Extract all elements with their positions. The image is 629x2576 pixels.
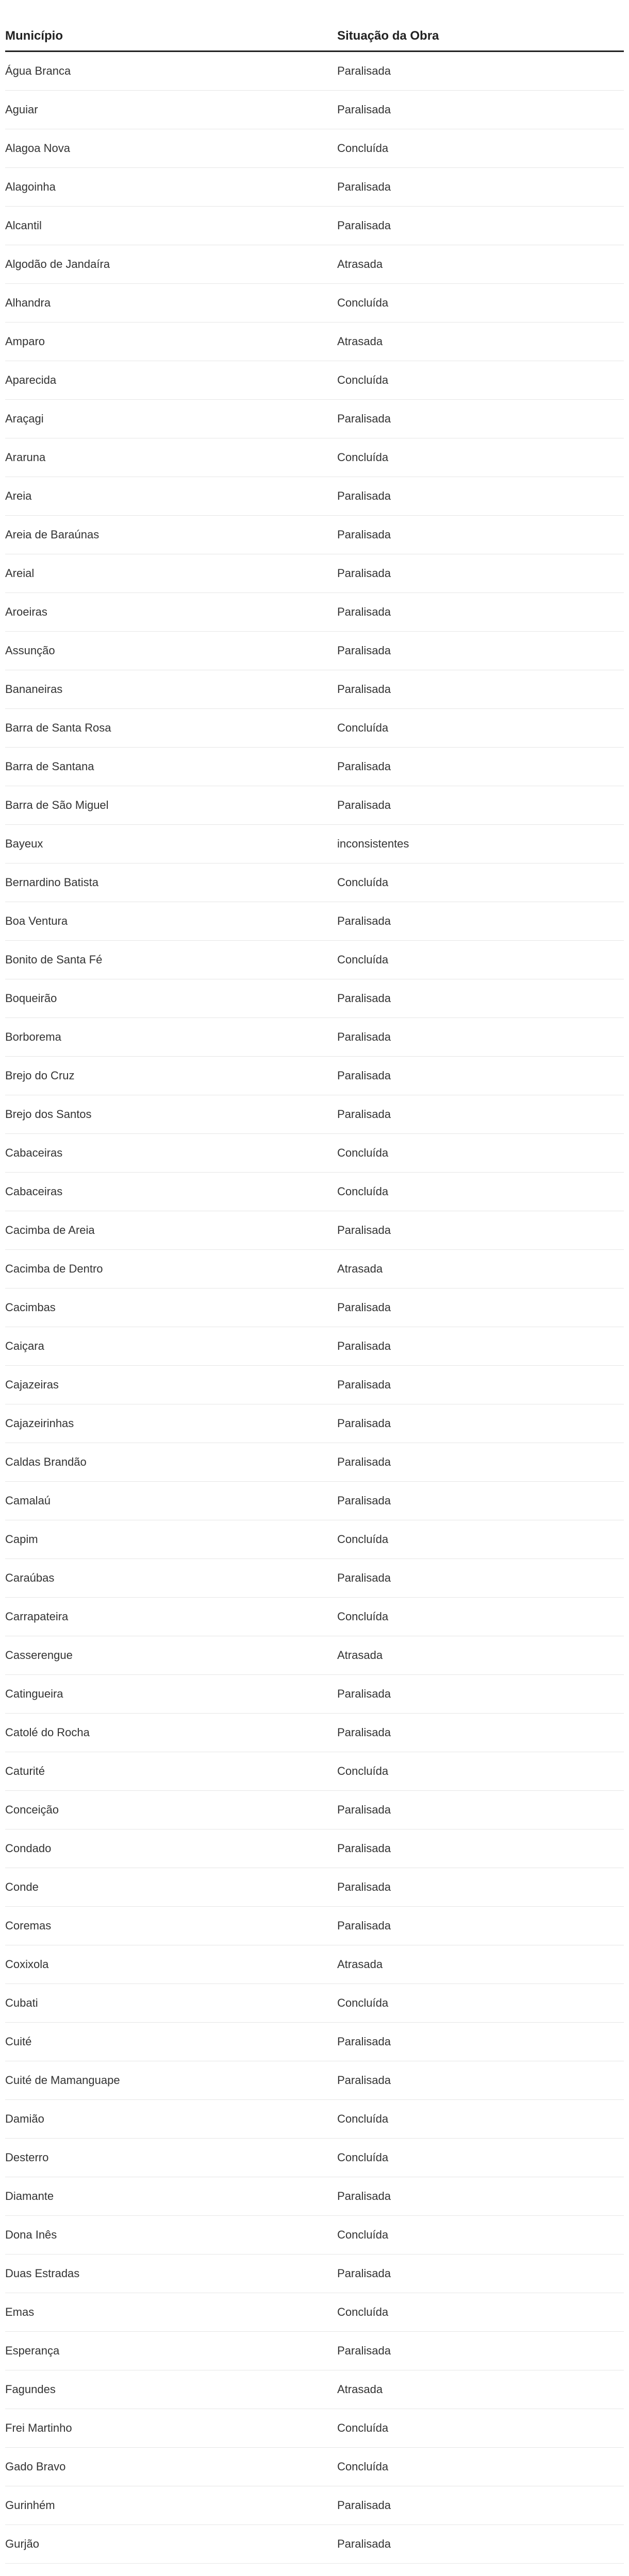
cell-situacao: Paralisada [337, 632, 624, 670]
cell-situacao: Paralisada [337, 52, 624, 91]
table-row [5, 516, 624, 554]
cell-situacao: Concluída [337, 361, 624, 400]
table-row [5, 129, 624, 168]
table-row [5, 1752, 624, 1791]
table-row [5, 2486, 624, 2525]
table-row [5, 1211, 624, 1250]
cell-municipio: Alcantil [5, 207, 337, 245]
cell-situacao: Paralisada [337, 207, 624, 245]
table-row [5, 2216, 624, 2255]
cell-situacao: Paralisada [337, 670, 624, 709]
table-row [5, 709, 624, 748]
table-row [5, 2100, 624, 2139]
table-row [5, 1327, 624, 1366]
cell-situacao: Paralisada [337, 748, 624, 786]
cell-situacao: Concluída [337, 863, 624, 902]
cell-municipio: Conde [5, 1868, 337, 1907]
cell-situacao: Paralisada [337, 91, 624, 129]
cell-situacao: Paralisada [337, 1057, 624, 1095]
cell-situacao: Paralisada [337, 516, 624, 554]
cell-situacao: Atrasada [337, 1945, 624, 1984]
table-row [5, 979, 624, 1018]
cell-municipio: Coxixola [5, 1945, 337, 1984]
cell-situacao: Concluída [337, 2216, 624, 2255]
cell-situacao: Concluída [337, 1598, 624, 1636]
table-row [5, 1945, 624, 1984]
table-row [5, 1095, 624, 1134]
cell-municipio: Cajazeirinhas [5, 1404, 337, 1443]
cell-situacao: Paralisada [337, 1675, 624, 1714]
cell-situacao: Paralisada [337, 1289, 624, 1327]
cell-municipio [5, 2564, 337, 2576]
cell-situacao: Paralisada [337, 1404, 624, 1443]
cell-situacao: Atrasada [337, 1636, 624, 1675]
table-row [5, 2177, 624, 2216]
cell-municipio: Gurjão [5, 2525, 337, 2564]
cell-municipio: Cabaceiras [5, 1134, 337, 1173]
table-row [5, 825, 624, 863]
cell-situacao: Concluída [337, 1173, 624, 1211]
cell-situacao: Concluída [337, 2409, 624, 2448]
cell-municipio: Barra de Santa Rosa [5, 709, 337, 748]
cell-situacao: Paralisada [337, 1907, 624, 1945]
cell-municipio: Areia de Baraúnas [5, 516, 337, 554]
cell-municipio: Brejo do Cruz [5, 1057, 337, 1095]
cell-situacao: Paralisada [337, 168, 624, 207]
cell-situacao: Concluída [337, 284, 624, 323]
cell-municipio: Aroeiras [5, 593, 337, 632]
table-row [5, 91, 624, 129]
table-row [5, 863, 624, 902]
cell-municipio: Emas [5, 2293, 337, 2332]
cell-municipio: Areia [5, 477, 337, 516]
cell-municipio: Catolé do Rocha [5, 1714, 337, 1752]
cell-municipio: Cajazeiras [5, 1366, 337, 1404]
cell-situacao: Paralisada [337, 1791, 624, 1829]
table-row [5, 593, 624, 632]
table-row [5, 632, 624, 670]
table-row [5, 477, 624, 516]
cell-municipio: Cacimba de Dentro [5, 1250, 337, 1289]
table-row [5, 2525, 624, 2564]
cell-municipio: Cabaceiras [5, 1173, 337, 1211]
table-row [5, 2061, 624, 2100]
data-table [5, 22, 624, 2576]
cell-situacao: Concluída [337, 941, 624, 979]
table-row [5, 1791, 624, 1829]
cell-municipio: Casserengue [5, 1636, 337, 1675]
column-header-municipio[interactable]: Município [5, 22, 337, 52]
table-row [5, 1868, 624, 1907]
cell-situacao: Paralisada [337, 2255, 624, 2293]
cell-situacao: Paralisada [337, 2177, 624, 2216]
table-row [5, 1173, 624, 1211]
cell-municipio: Araruna [5, 438, 337, 477]
cell-municipio: Algodão de Jandaíra [5, 245, 337, 284]
cell-municipio: Esperança [5, 2332, 337, 2370]
cell-situacao: Paralisada [337, 902, 624, 941]
cell-municipio: Alhandra [5, 284, 337, 323]
cell-situacao: Paralisada [337, 1482, 624, 1520]
cell-situacao: Paralisada [337, 554, 624, 593]
cell-situacao: Paralisada [337, 1443, 624, 1482]
cell-municipio: Barra de São Miguel [5, 786, 337, 825]
cell-situacao: Concluída [337, 1752, 624, 1791]
table-row [5, 1598, 624, 1636]
cell-municipio: Bananeiras [5, 670, 337, 709]
table-header-row [5, 22, 624, 52]
table-row [5, 400, 624, 438]
cell-municipio: Amparo [5, 323, 337, 361]
cell-situacao: Paralisada [337, 1327, 624, 1366]
cell-municipio: Camalaú [5, 1482, 337, 1520]
cell-situacao: Paralisada [337, 979, 624, 1018]
cell-situacao: Paralisada [337, 400, 624, 438]
table-row [5, 1636, 624, 1675]
table-body [5, 52, 624, 2576]
cell-municipio: Desterro [5, 2139, 337, 2177]
cell-municipio: Gurinhém [5, 2486, 337, 2525]
cell-municipio: Duas Estradas [5, 2255, 337, 2293]
table-row [5, 52, 624, 91]
cell-municipio: Água Branca [5, 52, 337, 91]
cell-municipio: Catingueira [5, 1675, 337, 1714]
table-row [5, 1250, 624, 1289]
cell-municipio: Caldas Brandão [5, 1443, 337, 1482]
cell-situacao [337, 2564, 624, 2576]
cell-municipio: Araçagi [5, 400, 337, 438]
table-row [5, 2448, 624, 2486]
table-row [5, 748, 624, 786]
cell-situacao: Paralisada [337, 1095, 624, 1134]
table-row [5, 1907, 624, 1945]
cell-municipio: Gado Bravo [5, 2448, 337, 2486]
table-row [5, 2370, 624, 2409]
cell-municipio: Cubati [5, 1984, 337, 2023]
cell-situacao: Concluída [337, 1134, 624, 1173]
cell-municipio: Frei Martinho [5, 2409, 337, 2448]
cell-municipio: Borborema [5, 1018, 337, 1057]
cell-municipio: Caraúbas [5, 1559, 337, 1598]
cell-municipio: Cuité [5, 2023, 337, 2061]
cell-municipio: Cacimbas [5, 1289, 337, 1327]
cell-situacao: Paralisada [337, 593, 624, 632]
cell-situacao: Concluída [337, 709, 624, 748]
table-row [5, 1482, 624, 1520]
cell-situacao: Concluída [337, 2448, 624, 2486]
table-row [5, 168, 624, 207]
cell-municipio: Conceição [5, 1791, 337, 1829]
table-row [5, 554, 624, 593]
table-row [5, 2255, 624, 2293]
cell-municipio: Diamante [5, 2177, 337, 2216]
cell-municipio: Dona Inês [5, 2216, 337, 2255]
table-row [5, 1134, 624, 1173]
cell-situacao: Atrasada [337, 323, 624, 361]
table-row [5, 245, 624, 284]
cell-situacao: Atrasada [337, 1250, 624, 1289]
table-row [5, 2139, 624, 2177]
cell-situacao: Concluída [337, 438, 624, 477]
table-row [5, 2023, 624, 2061]
table-row [5, 207, 624, 245]
cell-municipio: Damião [5, 2100, 337, 2139]
table-row [5, 1714, 624, 1752]
cell-situacao: Concluída [337, 1984, 624, 2023]
cell-municipio: Boqueirão [5, 979, 337, 1018]
cell-municipio: Bayeux [5, 825, 337, 863]
column-header-situacao[interactable]: Situação da Obra [337, 22, 624, 52]
table-row [5, 786, 624, 825]
cell-situacao: Paralisada [337, 2023, 624, 2061]
cell-situacao: Paralisada [337, 1868, 624, 1907]
table-row [5, 1675, 624, 1714]
cell-situacao: Paralisada [337, 786, 624, 825]
cell-municipio: Alagoa Nova [5, 129, 337, 168]
cell-situacao: Paralisada [337, 2332, 624, 2370]
cell-situacao: Paralisada [337, 1366, 624, 1404]
table-row [5, 1984, 624, 2023]
cell-municipio: Cuité de Mamanguape [5, 2061, 337, 2100]
table-row [5, 1366, 624, 1404]
cell-situacao: Paralisada [337, 1829, 624, 1868]
table-row [5, 1289, 624, 1327]
cell-municipio: Caturité [5, 1752, 337, 1791]
cell-municipio: Caiçara [5, 1327, 337, 1366]
cell-situacao: Paralisada [337, 477, 624, 516]
table-row [5, 2564, 624, 2576]
cell-situacao: Paralisada [337, 1714, 624, 1752]
table-row [5, 902, 624, 941]
cell-situacao: Atrasada [337, 2370, 624, 2409]
table-row [5, 1018, 624, 1057]
table-row [5, 941, 624, 979]
table-row [5, 284, 624, 323]
cell-municipio: Bonito de Santa Fé [5, 941, 337, 979]
table-row [5, 1559, 624, 1598]
table-row [5, 1443, 624, 1482]
table-row [5, 2409, 624, 2448]
cell-situacao: Paralisada [337, 2525, 624, 2564]
table-row [5, 2332, 624, 2370]
cell-municipio: Assunção [5, 632, 337, 670]
cell-situacao: Paralisada [337, 1559, 624, 1598]
table-row [5, 2293, 624, 2332]
cell-situacao: Concluída [337, 1520, 624, 1559]
cell-municipio: Capim [5, 1520, 337, 1559]
cell-situacao: Concluída [337, 2139, 624, 2177]
cell-municipio: Condado [5, 1829, 337, 1868]
cell-municipio: Barra de Santana [5, 748, 337, 786]
cell-situacao: Paralisada [337, 1211, 624, 1250]
cell-municipio: Boa Ventura [5, 902, 337, 941]
cell-municipio: Fagundes [5, 2370, 337, 2409]
table-row [5, 1829, 624, 1868]
cell-municipio: Brejo dos Santos [5, 1095, 337, 1134]
cell-situacao: Paralisada [337, 2486, 624, 2525]
cell-situacao: Paralisada [337, 1018, 624, 1057]
table-row [5, 323, 624, 361]
cell-municipio: Aguiar [5, 91, 337, 129]
cell-situacao: Concluída [337, 129, 624, 168]
table-row [5, 670, 624, 709]
table-row [5, 438, 624, 477]
cell-situacao: inconsistentes [337, 825, 624, 863]
cell-municipio: Cacimba de Areia [5, 1211, 337, 1250]
cell-situacao: Atrasada [337, 245, 624, 284]
cell-municipio: Coremas [5, 1907, 337, 1945]
table-row [5, 361, 624, 400]
cell-municipio: Areial [5, 554, 337, 593]
table-row [5, 1057, 624, 1095]
cell-municipio: Bernardino Batista [5, 863, 337, 902]
cell-situacao: Concluída [337, 2293, 624, 2332]
cell-municipio: Carrapateira [5, 1598, 337, 1636]
cell-situacao: Paralisada [337, 2061, 624, 2100]
cell-municipio: Alagoinha [5, 168, 337, 207]
cell-municipio: Aparecida [5, 361, 337, 400]
table-row [5, 1404, 624, 1443]
table-row [5, 1520, 624, 1559]
cell-situacao: Concluída [337, 2100, 624, 2139]
